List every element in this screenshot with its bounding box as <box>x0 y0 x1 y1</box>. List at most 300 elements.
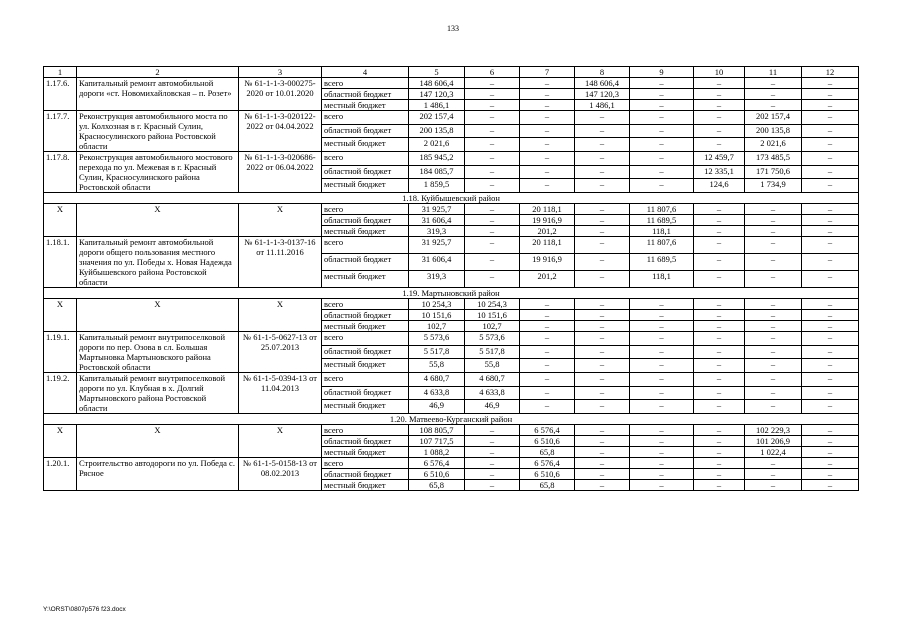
value-cell: – <box>694 237 745 254</box>
funding-source: местный бюджет <box>322 400 409 414</box>
x-cell: Х <box>239 425 322 458</box>
value-cell: – <box>520 400 575 414</box>
value-cell: – <box>694 458 745 469</box>
value-cell: – <box>520 373 575 387</box>
value-cell: 2 021,6 <box>409 138 465 152</box>
value-cell: – <box>465 458 520 469</box>
value-cell: 11 689,5 <box>630 215 694 226</box>
funding-source: областной бюджет <box>322 254 409 271</box>
value-cell: – <box>694 254 745 271</box>
value-cell: – <box>465 425 520 436</box>
value-cell: – <box>465 78 520 89</box>
value-cell: – <box>745 321 802 332</box>
value-cell: – <box>520 165 575 179</box>
value-cell: – <box>802 152 859 166</box>
funding-source: местный бюджет <box>322 271 409 288</box>
value-cell: – <box>745 100 802 111</box>
value-cell: – <box>694 359 745 373</box>
funding-source: областной бюджет <box>322 469 409 480</box>
value-cell: – <box>575 165 630 179</box>
x-cell: Х <box>77 299 239 332</box>
value-cell: – <box>745 359 802 373</box>
value-cell: – <box>575 299 630 310</box>
column-header: 8 <box>575 67 630 78</box>
value-cell: – <box>745 226 802 237</box>
item-name: Капитальный ремонт автомобильной дороги общего пользования местного значения по ул. Победы х. Новая Надежда Куйбышевского района Ростовской области <box>77 237 239 288</box>
value-cell: – <box>520 386 575 400</box>
value-cell: – <box>520 100 575 111</box>
value-cell: 11 807,6 <box>630 237 694 254</box>
item-document: № 61-1-1-3-020122-2022 от 04.04.2022 <box>239 111 322 152</box>
funding-source: областной бюджет <box>322 124 409 138</box>
value-cell: 12 459,7 <box>694 152 745 166</box>
value-cell: – <box>745 271 802 288</box>
value-cell: – <box>694 373 745 387</box>
table-row <box>44 425 859 436</box>
value-cell: 4 633,8 <box>409 386 465 400</box>
value-cell: – <box>575 425 630 436</box>
value-cell: – <box>465 254 520 271</box>
value-cell: 4 680,7 <box>465 373 520 387</box>
value-cell: – <box>802 226 859 237</box>
value-cell: 185 945,2 <box>409 152 465 166</box>
value-cell: – <box>575 124 630 138</box>
value-cell: – <box>575 373 630 387</box>
value-cell: – <box>465 237 520 254</box>
column-header: 12 <box>802 67 859 78</box>
value-cell: – <box>465 215 520 226</box>
value-cell: – <box>630 152 694 166</box>
value-cell: 4 680,7 <box>409 373 465 387</box>
value-cell: – <box>694 138 745 152</box>
value-cell: 101 206,9 <box>745 436 802 447</box>
funding-source: всего <box>322 458 409 469</box>
item-document: № 61-1-5-0627-13 от 25.07.2013 <box>239 332 322 373</box>
value-cell: – <box>802 447 859 458</box>
funding-source: всего <box>322 152 409 166</box>
value-cell: 65,8 <box>520 447 575 458</box>
value-cell: 46,9 <box>465 400 520 414</box>
value-cell: – <box>802 271 859 288</box>
table-row <box>44 332 859 346</box>
funding-source: местный бюджет <box>322 447 409 458</box>
value-cell: 19 916,9 <box>520 215 575 226</box>
value-cell: – <box>745 204 802 215</box>
section-row <box>44 193 859 204</box>
item-document: № 61-1-1-3-000275-2020 от 10.01.2020 <box>239 78 322 111</box>
funding-source: всего <box>322 237 409 254</box>
value-cell: – <box>575 215 630 226</box>
value-cell: – <box>630 138 694 152</box>
item-number: 1.20.1. <box>44 458 77 491</box>
value-cell: 6 510,6 <box>520 469 575 480</box>
value-cell: 6 576,4 <box>520 425 575 436</box>
value-cell: 107 717,5 <box>409 436 465 447</box>
value-cell: 1 734,9 <box>745 179 802 193</box>
value-cell: – <box>694 310 745 321</box>
value-cell: – <box>802 89 859 100</box>
value-cell: – <box>694 111 745 125</box>
value-cell: – <box>802 138 859 152</box>
value-cell: 148 606,4 <box>409 78 465 89</box>
item-name: Капитальный ремонт внутрипоселковой дороги по ул. Клубная в х. Долгий Мартыновского района Ростовской области <box>77 373 239 414</box>
value-cell: – <box>802 299 859 310</box>
value-cell: – <box>694 321 745 332</box>
value-cell: – <box>802 100 859 111</box>
x-cell: Х <box>239 204 322 237</box>
funding-source: всего <box>322 425 409 436</box>
value-cell: – <box>802 373 859 387</box>
funding-source: местный бюджет <box>322 179 409 193</box>
funding-source: местный бюджет <box>322 226 409 237</box>
header-row <box>44 67 859 78</box>
value-cell: – <box>465 89 520 100</box>
value-cell: 46,9 <box>409 400 465 414</box>
value-cell: – <box>802 179 859 193</box>
value-cell: 147 120,3 <box>409 89 465 100</box>
funding-source: областной бюджет <box>322 436 409 447</box>
column-header: 5 <box>409 67 465 78</box>
value-cell: 19 916,9 <box>520 254 575 271</box>
value-cell: – <box>694 299 745 310</box>
value-cell: – <box>694 204 745 215</box>
value-cell: 5 517,8 <box>465 345 520 359</box>
table-row <box>44 152 859 166</box>
value-cell: – <box>802 237 859 254</box>
value-cell: – <box>465 111 520 125</box>
value-cell: – <box>520 111 575 125</box>
value-cell: 147 120,3 <box>575 89 630 100</box>
item-document: № 61-1-1-3-020686-2022 от 06.04.2022 <box>239 152 322 193</box>
value-cell: – <box>465 226 520 237</box>
value-cell: – <box>630 469 694 480</box>
value-cell: – <box>802 78 859 89</box>
value-cell: – <box>802 321 859 332</box>
value-cell: – <box>520 310 575 321</box>
value-cell: – <box>694 124 745 138</box>
table-row <box>44 458 859 469</box>
value-cell: – <box>802 469 859 480</box>
value-cell: 6 576,4 <box>520 458 575 469</box>
funding-source: областной бюджет <box>322 310 409 321</box>
value-cell: – <box>630 447 694 458</box>
value-cell: 1 088,2 <box>409 447 465 458</box>
value-cell: – <box>802 345 859 359</box>
value-cell: – <box>630 458 694 469</box>
value-cell: – <box>575 386 630 400</box>
value-cell: 65,8 <box>520 480 575 491</box>
value-cell: – <box>575 332 630 346</box>
value-cell: – <box>802 254 859 271</box>
value-cell: – <box>694 332 745 346</box>
value-cell: 5 573,6 <box>409 332 465 346</box>
value-cell: – <box>694 447 745 458</box>
item-number: 1.18.1. <box>44 237 77 288</box>
item-number: 1.17.6. <box>44 78 77 111</box>
value-cell: – <box>575 359 630 373</box>
x-cell: Х <box>44 204 77 237</box>
value-cell: – <box>630 165 694 179</box>
column-header: 11 <box>745 67 802 78</box>
value-cell: – <box>802 386 859 400</box>
value-cell: – <box>694 226 745 237</box>
budget-table <box>43 66 859 491</box>
value-cell: – <box>520 179 575 193</box>
value-cell: – <box>694 345 745 359</box>
funding-source: всего <box>322 204 409 215</box>
funding-source: местный бюджет <box>322 480 409 491</box>
section-title: 1.20. Матвеево-Курганский район <box>44 414 859 425</box>
value-cell: – <box>630 386 694 400</box>
value-cell: 31 925,7 <box>409 204 465 215</box>
value-cell: – <box>575 458 630 469</box>
value-cell: – <box>575 254 630 271</box>
item-number: 1.17.8. <box>44 152 77 193</box>
value-cell: – <box>520 321 575 332</box>
value-cell: – <box>465 447 520 458</box>
value-cell: 202 157,4 <box>409 111 465 125</box>
item-name: Реконструкция автомобильного моста по ул. Колхозная в г. Красный Сулин, Красносулинского района Ростовской области <box>77 111 239 152</box>
value-cell: 319,3 <box>409 271 465 288</box>
column-header: 9 <box>630 67 694 78</box>
funding-source: всего <box>322 299 409 310</box>
x-cell: Х <box>239 299 322 332</box>
item-number: 1.19.2. <box>44 373 77 414</box>
value-cell: – <box>802 165 859 179</box>
value-cell: – <box>575 204 630 215</box>
funding-source: областной бюджет <box>322 345 409 359</box>
value-cell: 31 606,4 <box>409 215 465 226</box>
value-cell: 102,7 <box>465 321 520 332</box>
value-cell: – <box>520 332 575 346</box>
value-cell: – <box>575 436 630 447</box>
value-cell: 171 750,6 <box>745 165 802 179</box>
value-cell: 173 485,5 <box>745 152 802 166</box>
value-cell: – <box>802 111 859 125</box>
funding-source: областной бюджет <box>322 165 409 179</box>
value-cell: – <box>575 400 630 414</box>
value-cell: – <box>802 425 859 436</box>
value-cell: 201,2 <box>520 271 575 288</box>
funding-source: местный бюджет <box>322 100 409 111</box>
x-cell: Х <box>77 204 239 237</box>
value-cell: 31 925,7 <box>409 237 465 254</box>
value-cell: 6 510,6 <box>409 469 465 480</box>
value-cell: 1 486,1 <box>575 100 630 111</box>
value-cell: 102,7 <box>409 321 465 332</box>
value-cell: – <box>745 237 802 254</box>
value-cell: – <box>575 271 630 288</box>
value-cell: 11 689,5 <box>630 254 694 271</box>
value-cell: 5 573,6 <box>465 332 520 346</box>
value-cell: – <box>745 78 802 89</box>
value-cell: – <box>630 359 694 373</box>
section-title: 1.19. Мартыновский район <box>44 288 859 299</box>
value-cell: – <box>520 89 575 100</box>
item-number: 1.17.7. <box>44 111 77 152</box>
value-cell: 118,1 <box>630 271 694 288</box>
value-cell: 4 633,8 <box>465 386 520 400</box>
value-cell: – <box>630 78 694 89</box>
value-cell: – <box>465 179 520 193</box>
column-header: 3 <box>239 67 322 78</box>
column-header: 1 <box>44 67 77 78</box>
column-header: 10 <box>694 67 745 78</box>
value-cell: – <box>802 480 859 491</box>
value-cell: – <box>465 469 520 480</box>
item-document: № 61-1-5-0158-13 от 08.02.2013 <box>239 458 322 491</box>
item-name: Реконструкция автомобильного мостового перехода по ул. Межевая в г. Красный Сулин, Красносулинского района Ростовской области <box>77 152 239 193</box>
value-cell: – <box>630 179 694 193</box>
value-cell: – <box>694 386 745 400</box>
value-cell: 65,8 <box>409 480 465 491</box>
x-cell: Х <box>44 425 77 458</box>
value-cell: – <box>575 226 630 237</box>
value-cell: 1 859,5 <box>409 179 465 193</box>
value-cell: – <box>575 480 630 491</box>
value-cell: – <box>520 138 575 152</box>
value-cell: – <box>745 310 802 321</box>
value-cell: – <box>802 204 859 215</box>
table-row <box>44 237 859 254</box>
value-cell: 31 606,4 <box>409 254 465 271</box>
value-cell: 1 486,1 <box>409 100 465 111</box>
value-cell: – <box>465 271 520 288</box>
value-cell: 124,6 <box>694 179 745 193</box>
value-cell: – <box>575 321 630 332</box>
item-name: Строительство автодороги по ул. Победа с. Рясное <box>77 458 239 491</box>
value-cell: – <box>630 100 694 111</box>
value-cell: – <box>802 400 859 414</box>
table-row <box>44 204 859 215</box>
value-cell: – <box>630 436 694 447</box>
page-number: 133 <box>447 24 459 33</box>
value-cell: – <box>694 480 745 491</box>
value-cell: – <box>694 100 745 111</box>
value-cell: 10 254,3 <box>409 299 465 310</box>
value-cell: – <box>575 447 630 458</box>
value-cell: 20 118,1 <box>520 204 575 215</box>
value-cell: 10 151,6 <box>409 310 465 321</box>
item-name: Капитальный ремонт автомобильной дороги «ст. Новомихайловская – п. Розет» <box>77 78 239 111</box>
value-cell: 202 157,4 <box>745 111 802 125</box>
value-cell: – <box>520 152 575 166</box>
value-cell: – <box>802 436 859 447</box>
value-cell: – <box>575 345 630 359</box>
section-title: 1.18. Куйбышевский район <box>44 193 859 204</box>
value-cell: – <box>520 359 575 373</box>
value-cell: – <box>575 237 630 254</box>
value-cell: – <box>745 400 802 414</box>
value-cell: 319,3 <box>409 226 465 237</box>
value-cell: 1 022,4 <box>745 447 802 458</box>
value-cell: – <box>630 373 694 387</box>
value-cell: – <box>745 89 802 100</box>
value-cell: – <box>465 480 520 491</box>
funding-source: всего <box>322 373 409 387</box>
value-cell: – <box>630 89 694 100</box>
value-cell: 102 229,3 <box>745 425 802 436</box>
value-cell: – <box>802 458 859 469</box>
value-cell: – <box>630 299 694 310</box>
funding-source: областной бюджет <box>322 215 409 226</box>
value-cell: – <box>745 215 802 226</box>
value-cell: – <box>630 124 694 138</box>
funding-source: всего <box>322 78 409 89</box>
value-cell: – <box>465 138 520 152</box>
value-cell: 2 021,6 <box>745 138 802 152</box>
table-row <box>44 111 859 125</box>
funding-source: местный бюджет <box>322 138 409 152</box>
value-cell: 184 085,7 <box>409 165 465 179</box>
value-cell: – <box>802 124 859 138</box>
funding-source: местный бюджет <box>322 359 409 373</box>
value-cell: – <box>745 299 802 310</box>
value-cell: – <box>630 480 694 491</box>
column-header: 2 <box>77 67 239 78</box>
value-cell: – <box>520 124 575 138</box>
value-cell: – <box>575 469 630 480</box>
value-cell: – <box>575 138 630 152</box>
column-header: 6 <box>465 67 520 78</box>
value-cell: – <box>465 100 520 111</box>
value-cell: – <box>630 111 694 125</box>
x-cell: Х <box>77 425 239 458</box>
value-cell: – <box>520 299 575 310</box>
value-cell: – <box>575 310 630 321</box>
value-cell: – <box>694 425 745 436</box>
table-row <box>44 78 859 89</box>
funding-source: местный бюджет <box>322 321 409 332</box>
value-cell: – <box>575 152 630 166</box>
value-cell: – <box>745 345 802 359</box>
value-cell: – <box>745 332 802 346</box>
value-cell: – <box>694 78 745 89</box>
file-path-footer: Y:\ORST\0807p576 f23.docx <box>43 606 126 613</box>
funding-source: областной бюджет <box>322 89 409 100</box>
value-cell: – <box>465 152 520 166</box>
value-cell: – <box>802 215 859 226</box>
column-header: 7 <box>520 67 575 78</box>
value-cell: 6 576,4 <box>409 458 465 469</box>
item-name: Капитальный ремонт внутрипоселковой дороги по пер. Озова в сл. Большая Мартыновка Мартыновского района Ростовской области <box>77 332 239 373</box>
value-cell: – <box>802 310 859 321</box>
value-cell: – <box>802 332 859 346</box>
value-cell: 55,8 <box>465 359 520 373</box>
value-cell: – <box>630 321 694 332</box>
section-row <box>44 288 859 299</box>
column-header: 4 <box>322 67 409 78</box>
value-cell: – <box>802 359 859 373</box>
table-row <box>44 299 859 310</box>
value-cell: 201,2 <box>520 226 575 237</box>
value-cell: – <box>520 345 575 359</box>
value-cell: – <box>575 111 630 125</box>
value-cell: 55,8 <box>409 359 465 373</box>
section-row <box>44 414 859 425</box>
value-cell: – <box>745 480 802 491</box>
value-cell: – <box>465 165 520 179</box>
value-cell: 200 135,8 <box>409 124 465 138</box>
item-document: № 61-1-1-3-0137-16 от 11.11.2016 <box>239 237 322 288</box>
value-cell: – <box>694 469 745 480</box>
value-cell: – <box>694 215 745 226</box>
value-cell: – <box>465 436 520 447</box>
value-cell: – <box>745 469 802 480</box>
value-cell: – <box>745 458 802 469</box>
value-cell: 6 510,6 <box>520 436 575 447</box>
value-cell: 5 517,8 <box>409 345 465 359</box>
